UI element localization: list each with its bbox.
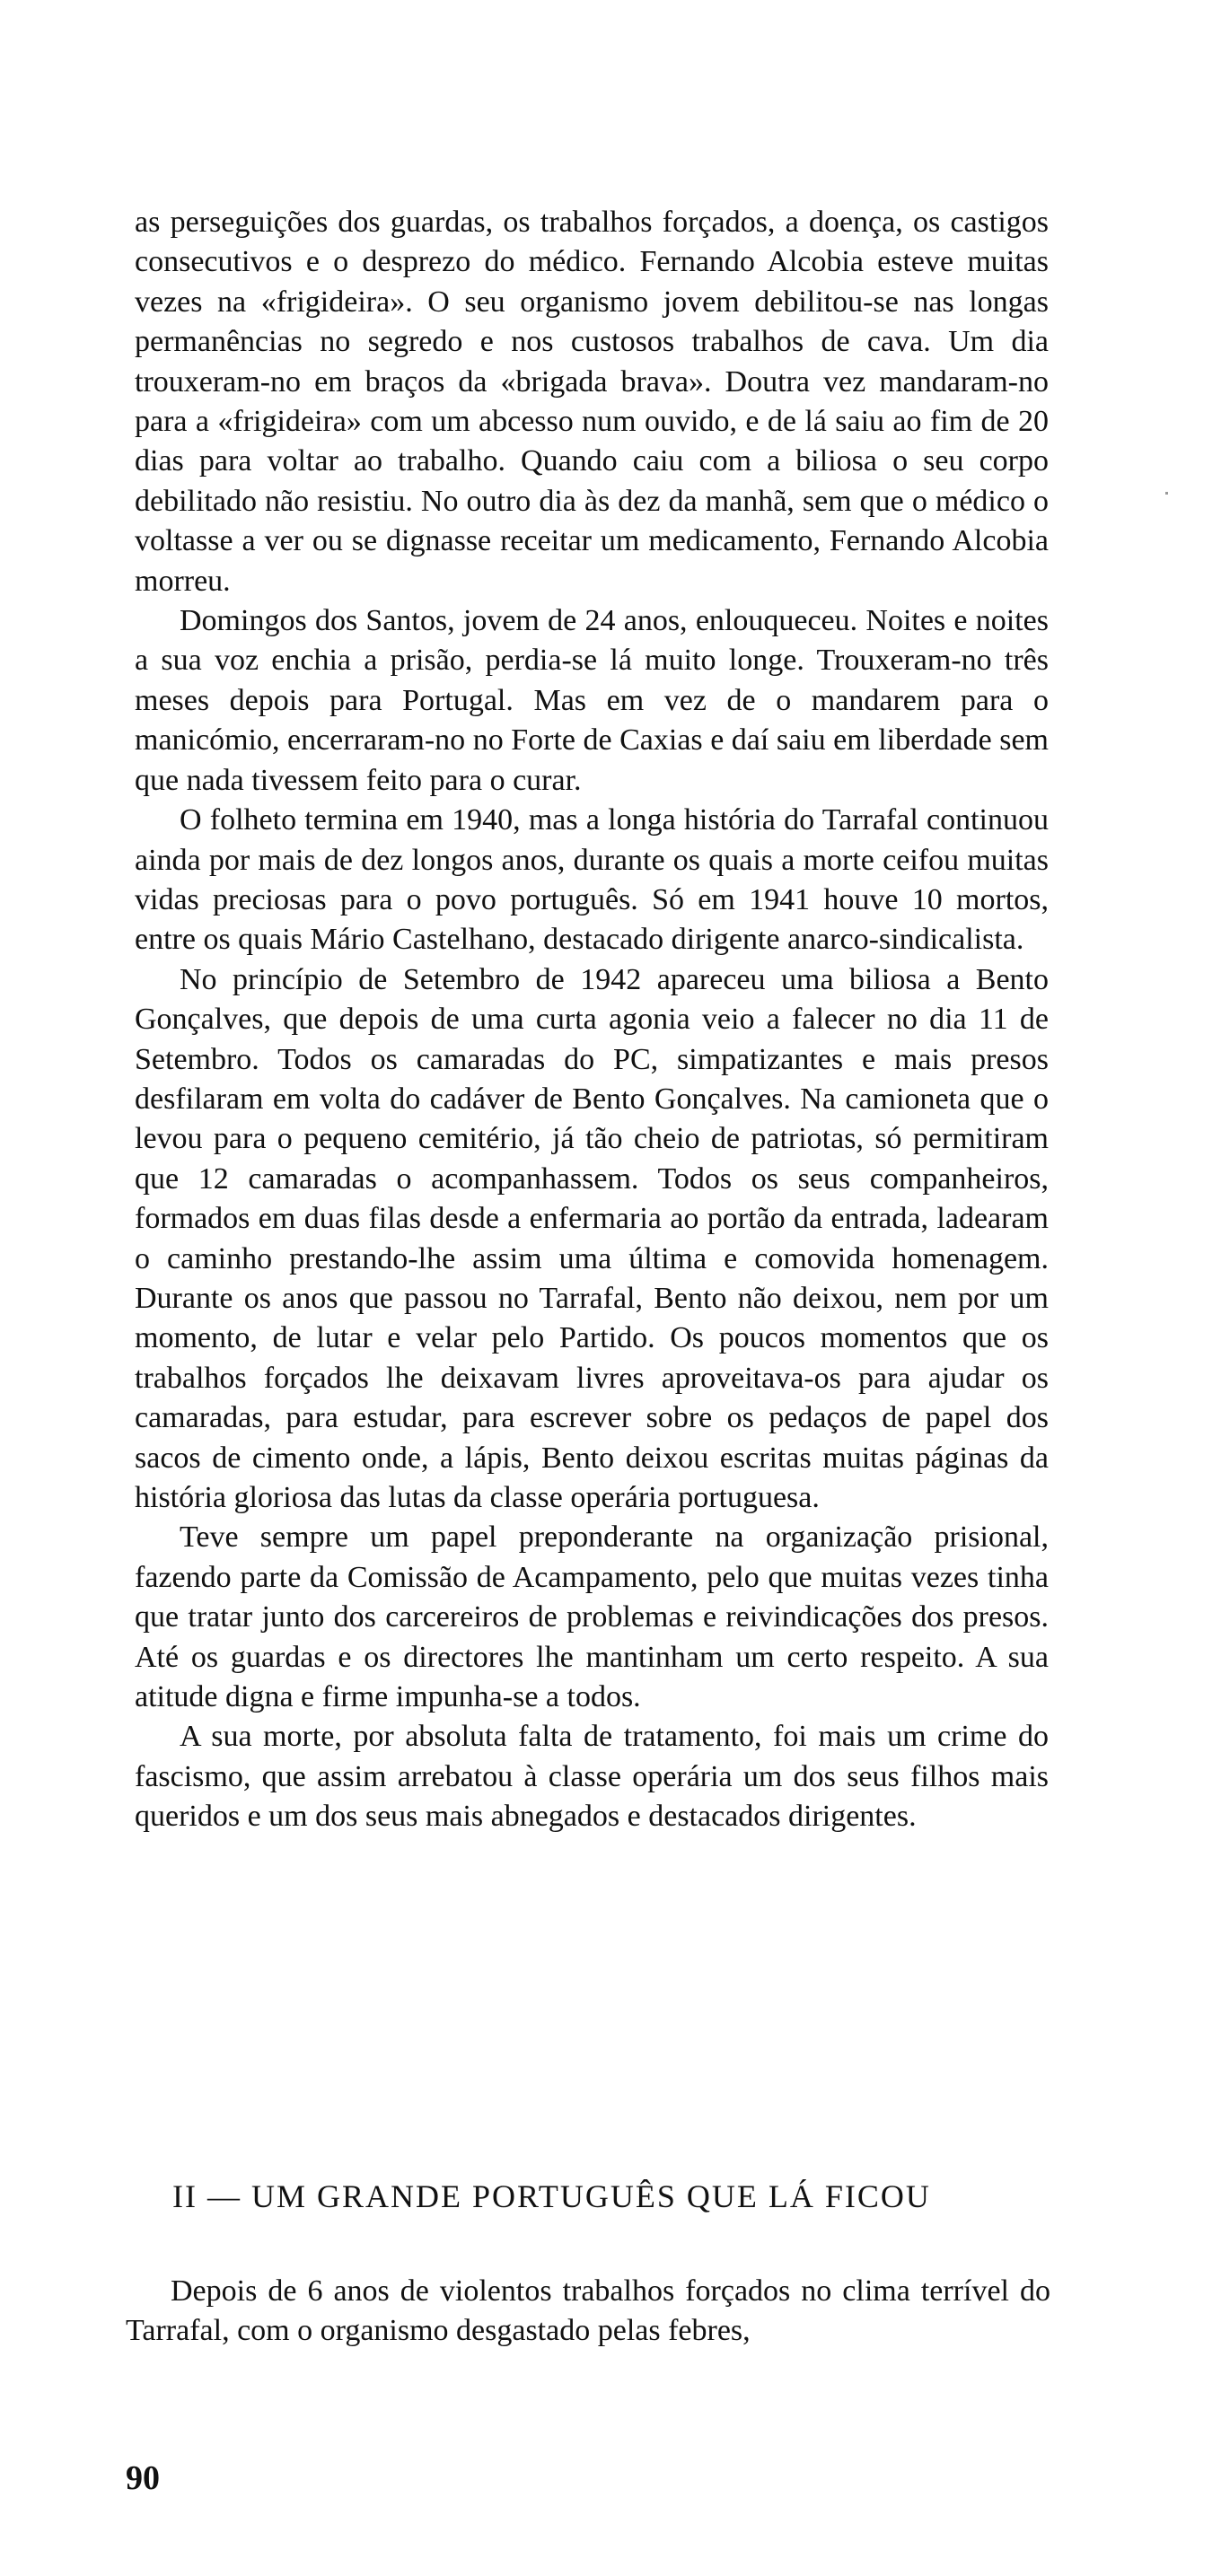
paragraph-sua-morte: A sua morte, por absoluta falta de tratamento, foi mais um crime do fascismo, que assim arrebatou à classe operária um dos seus filhos mais queridos e um dos seus mais abnegados e destacados dirigentes. (135, 1720, 1049, 1834)
paragraph-continued: as perseguições dos guardas, os trabalhos forçados, a doença, os castigos consecutivos e o desprezo do médico. Fernando Alcobia esteve muitas vezes na «frigideira». O seu organismo jovem debilitou-se nas longas permanências no segredo e nos custosos trabalhos de cava. Um dia trouxeram-no em braços da «brigada brava». Doutra vez mandaram-no para a «frigideira» com um abcesso num ouvido, e de lá saiu ao fim de 20 dias para voltar ao trabalho. Quando caiu com a biliosa o seu corpo debilitado não resistiu. No outro dia às dez da manhã, sem que o médico o voltasse a ver ou se dignasse receitar um medicamento, Fernando Alcobia morreu. (135, 206, 1049, 598)
paragraph-folheto: O folheto termina em 1940, mas a longa história do Tarrafal continuou ainda por mais de dez longos anos, durante os quais a morte ceifou muitas vidas preciosas para o povo português. Só em 1941 houve 10 mortos, entre os quais Mário Castelhano, destacado dirigente anarco-sindicalista. (135, 803, 1049, 957)
margin-mark (1165, 492, 1168, 495)
page-number: 90 (126, 2459, 160, 2497)
section-heading: II — UM GRANDE PORTUGUÊS QUE LÁ FICOU (172, 2178, 931, 2214)
paragraph-depois-de-6-anos: Depois de 6 anos de violentos trabalhos forçados no clima terrível do Tarrafal, com o organismo desgastado pelas febres, (126, 2274, 1050, 2348)
paragraph-bento-goncalves: No princípio de Setembro de 1942 apareceu uma biliosa a Bento Gonçalves, que depois de uma curta agonia veio a falecer no dia 11 de Setembro. Todos os camaradas do PC, simpatizantes e mais presos desfilaram em volta do cadáver de Bento Gonçalves. Na camioneta que o levou para o pequeno cemitério, já tão cheio de patriotas, só permitiram que 12 camaradas o acompanhassem. Todos os seus companheiros, formados em duas filas desde a enfermaria ao portão da entrada, ladearam o caminho prestando-lhe assim uma última e comovida homenagem. Durante os anos que passou no Tarrafal, Bento não deixou, nem por um momento, de lutar e velar pelo Partido. Os poucos momentos que os trabalhos forçados lhe deixavam livres aproveitava-os para ajudar os camaradas, para estudar, para escrever sobre os pedaços de papel dos sacos de cimento onde, a lápis, Bento deixou escritas muitas páginas da história gloriosa das lutas da classe operária portuguesa. (135, 962, 1049, 1514)
paragraph-domingos-dos-santos: Domingos dos Santos, jovem de 24 anos, enlouqueceu. Noites e noites a sua voz enchia a prisão, perdia-se lá muito longe. Trouxeram-no três meses depois para Portugal. Mas em vez de o mandarem para o manicómio, encerraram-no no Forte de Caxias e daí saiu em liberdade sem que nada tivessem feito para o curar. (135, 604, 1049, 797)
body-text (135, 203, 1049, 1837)
section-body (126, 2272, 1050, 2352)
paragraph-papel-preponderante: Teve sempre um papel preponderante na organização prisional, fazendo parte da Comissão de Acampamento, pelo que muitas vezes tinha que tratar junto dos carcereiros de problemas e reivindicações dos presos. Até os guardas e os directores lhe mantinham um certo respeito. A sua atitude digna e firme impunha-se a todos. (135, 1520, 1049, 1714)
